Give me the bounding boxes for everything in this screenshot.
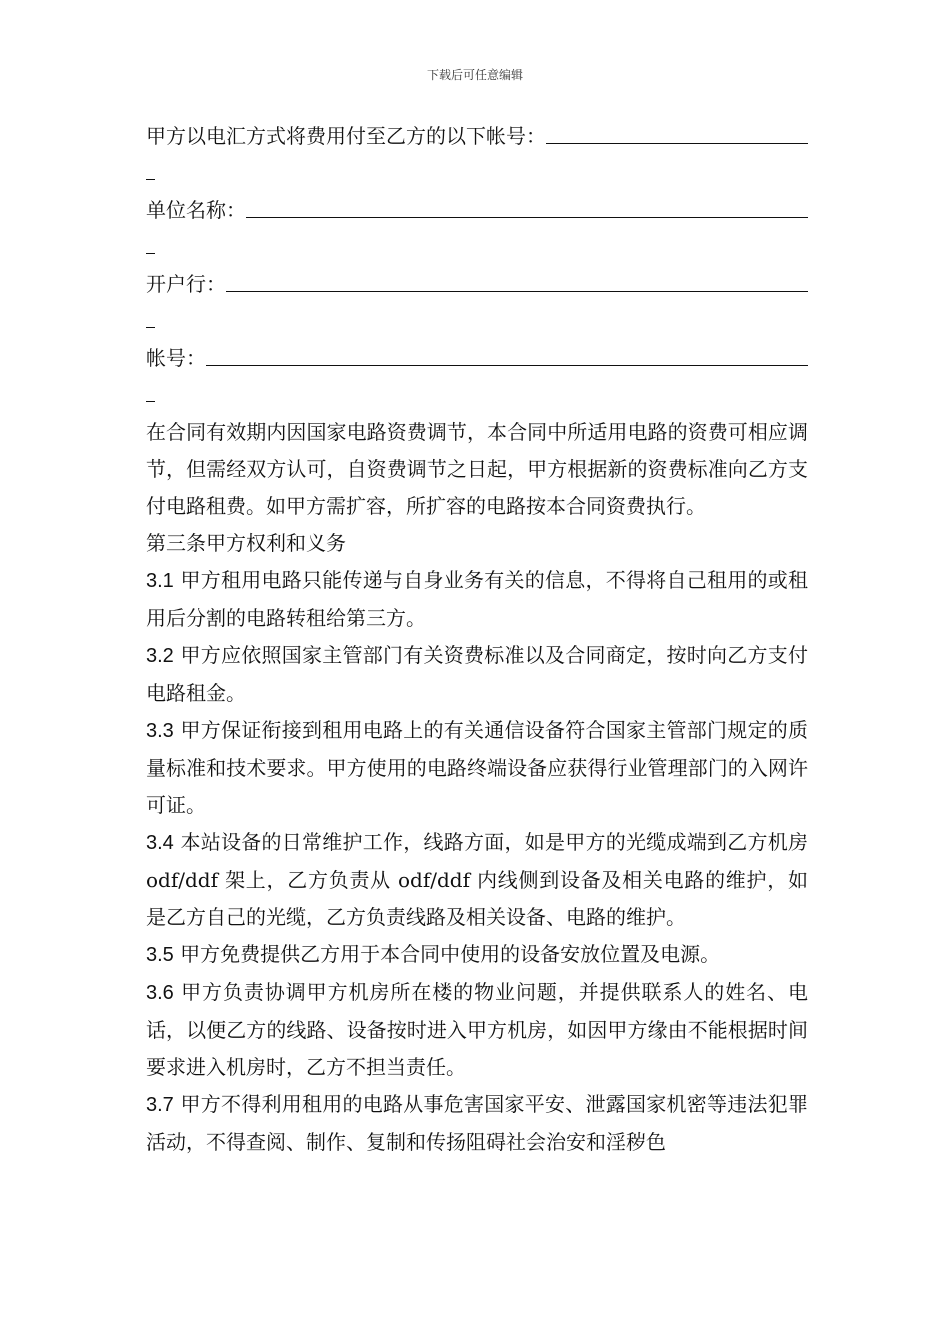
clause-text: 甲方不得利用租用的电路从事危害国家平安、泄露国家机密等违法犯罪活动，不得查阅、制作、复制和传扬阻碍社会治安和淫秽色 [146,1092,809,1154]
clause-number: 3.7 [146,1094,174,1116]
tariff-adjustment-paragraph: 在合同有效期内因国家电路资费调节，本合同中所适用电路的资费可相应调节，但需经双方认可，自资费调节之日起，甲方根据新的资费标准向乙方支付电路租费。如甲方需扩容，所扩容的电路按本合同资费执行。 [146,420,808,518]
clause-3-7 [146,1086,808,1161]
remit-account-field [146,118,808,155]
clause-3-5 [146,936,808,974]
company-name-label: 单位名称： [146,198,246,222]
clause-number: 3.2 [146,645,174,667]
clause-3-2 [146,637,808,712]
account-number-blank [206,365,808,366]
blank-tail [146,155,808,192]
clause-3-3 [146,712,808,824]
clause-text: 本站设备的日常维护工作，线路方面，如是甲方的光缆成端到乙方机房 odf/ddf 架上，乙方负责从 odf/ddf 内线侧到设备及相关电路的维护，如是乙方自己的光缆，乙方负责线路及相关设备、电路的维护。 [146,830,809,929]
clause-number: 3.5 [146,944,174,966]
page-header: 下载后可任意编辑 [426,68,523,82]
clause-text: 甲方免费提供乙方用于本合同中使用的设备安放位置及电源。 [180,942,721,966]
clause-number: 3.1 [146,570,174,592]
clause-3-4 [146,824,808,936]
blank-tail [146,377,808,414]
account-number-field [146,340,808,377]
bank-field [146,266,808,303]
remit-account-blank [546,143,808,144]
section-title: 第三条甲方权利和义务 [146,531,346,555]
clause-text: 甲方租用电路只能传递与自身业务有关的信息，不得将自己租用的或租用后分割的电路转租给第三方。 [146,568,809,630]
clause-number: 3.3 [146,720,174,742]
blank-tail [146,229,808,266]
clause-text: 甲方保证衔接到租用电路上的有关通信设备符合国家主管部门规定的质量标准和技术要求。甲方使用的电路终端设备应获得行业管理部门的入网许可证。 [146,718,809,817]
blank-tail [146,303,808,340]
remit-account-label: 甲方以电汇方式将费用付至乙方的以下帐号： [146,124,546,148]
clause-number: 3.6 [146,982,174,1004]
account-number-label: 帐号： [146,346,206,370]
clause-3-6 [146,974,808,1086]
bank-label: 开户行： [146,272,226,296]
company-name-field [146,192,808,229]
company-name-blank [246,217,808,218]
clause-text: 甲方负责协调甲方机房所在楼的物业问题，并提供联系人的姓名、电话，以便乙方的线路、设备按时进入甲方机房，如因甲方缘由不能根据时间要求进入机房时，乙方不担当责任。 [146,980,809,1079]
clause-text: 甲方应依照国家主管部门有关资费标准以及合同商定，按时向乙方支付电路租金。 [146,643,809,705]
bank-blank [226,291,808,292]
clause-number: 3.4 [146,832,174,854]
document-body [146,118,808,1161]
clause-3-1 [146,562,808,637]
